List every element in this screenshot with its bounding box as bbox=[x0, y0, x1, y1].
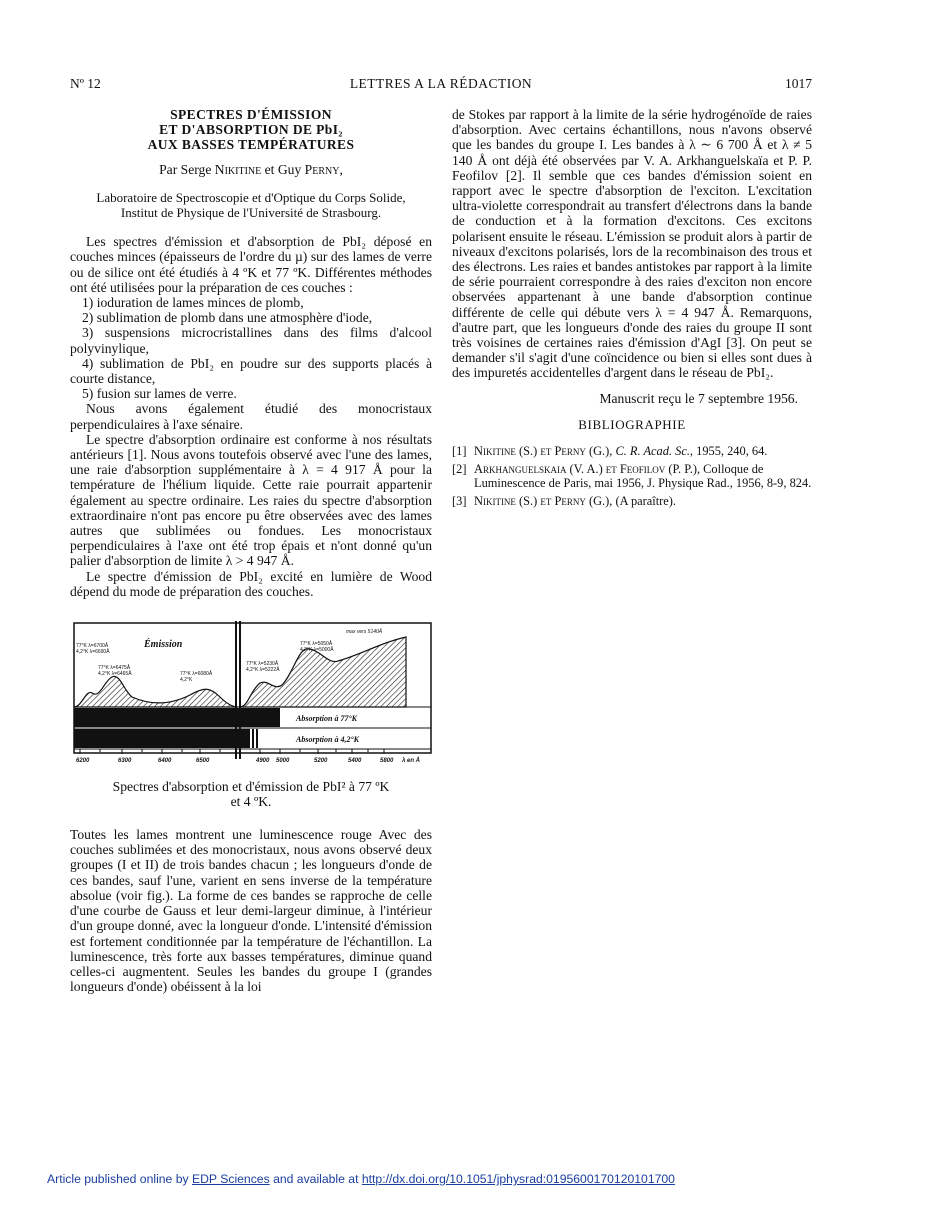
right-column bbox=[452, 107, 812, 511]
axis-tick-label: 5800 bbox=[380, 758, 394, 765]
reference-journal: C. R. Acad. Sc., bbox=[615, 444, 694, 459]
reference-list bbox=[452, 444, 812, 508]
axis-unit-label: λ en Å bbox=[402, 758, 421, 765]
reference-details: 1955, 240, 64. bbox=[696, 444, 768, 459]
reference-number: [2] bbox=[452, 461, 467, 476]
doi-link[interactable]: http://dx.doi.org/10.1051/jphysrad:0195600170120101700 bbox=[361, 1172, 675, 1186]
article-title-line-3: AUX BASSES TEMPÉRATURES bbox=[147, 137, 355, 152]
affiliation bbox=[70, 190, 432, 220]
reference-authors: Arkhanguelskaia (V. A.) et Feofilov (P. P.), bbox=[474, 461, 701, 476]
luminescence-paragraph: Toutes les lames montrent une luminescence rouge Avec des couches sublimées et des monocristaux, nous avons observé deux groupes (I et II) de trois bandes chacun ; les longueurs d'onde de ces bandes, sauf l'une, varient en sens inverse de la température absolue (voir fig.). La forme de ces bandes se rapproche de celle d'une courbe de Gauss et leur demi-largeur diminue, à l'intérieur d'un groupe donné, avec la longueur d'onde. L'intensité d'émission est fortement conditionnée par la température de l'échantillon. La luminescence, très forte aux basses températures, diminue quand celles-ci augmentent. Seules les bandes du groupe I (grandes longueurs d'onde) obéissent à la loi bbox=[70, 827, 432, 995]
peak-label: max vers 5140Å bbox=[346, 629, 383, 636]
reference-item bbox=[452, 462, 812, 491]
peak-label: 77°K λ=6080Å bbox=[180, 671, 213, 678]
authors-line bbox=[70, 162, 432, 177]
authors-prefix: Par Serge bbox=[159, 162, 212, 177]
publisher-link[interactable]: EDP Sciences bbox=[192, 1172, 270, 1186]
peak-label: 4,2°K bbox=[180, 677, 193, 684]
authors-and: et Guy bbox=[264, 162, 302, 177]
axis-tick-label: 6300 bbox=[118, 758, 132, 765]
peak-label: 77°K λ=6700Å bbox=[76, 643, 109, 650]
absorption-4k-line bbox=[252, 729, 254, 748]
bibliography-heading: BIBLIOGRAPHIE bbox=[578, 416, 686, 432]
figure-caption bbox=[70, 779, 432, 809]
left-column bbox=[70, 107, 432, 994]
method-item: 2) sublimation de plomb dans une atmosphère d'iode, bbox=[82, 310, 373, 326]
absorption-4k-label: Absorption à 4,2°K bbox=[296, 735, 359, 745]
axis-tick-label: 5400 bbox=[348, 758, 362, 765]
absorption-paragraph: Le spectre d'absorption ordinaire est conforme à nos résultats antérieurs [1]. Nous avons toutefois observé avec l'une des lames, une raie d'absorption supplémentaire à λ = 4 917 Å pour la température de l'hélium liquide. Cette raie pourrait appartenir également au spectre ordinaire. Les raies du spectre d'absorption extraordinaire n'ont pas encore pu être observées avec des lames autres que sublimées ou fondues. Les monocristaux perpendiculaires à l'axe ont été trop épais et n'ont donné qu'un palier d'absorption de limite λ > 4 947 Å. bbox=[70, 431, 432, 569]
journal-section-title: LETTRES A LA RÉDACTION bbox=[349, 76, 533, 91]
received-date: Manuscrit reçu le 7 septembre 1956. bbox=[599, 390, 798, 406]
peak-label: 4,2°K λ=6465Å bbox=[98, 671, 132, 678]
footer-prefix: Article published online by bbox=[47, 1172, 189, 1186]
absorption-77k-label: Absorption à 77°K bbox=[296, 714, 357, 724]
author-2: Perny, bbox=[304, 162, 343, 177]
reference-number: [3] bbox=[452, 493, 467, 508]
axis-tick-label: 6200 bbox=[76, 758, 90, 765]
axis-tick-label: 6500 bbox=[196, 758, 210, 765]
publication-footer bbox=[47, 1172, 675, 1186]
peak-label: 4,2°K λ=5222Å bbox=[246, 667, 280, 674]
absorption-77k-band bbox=[74, 708, 280, 727]
issue-number: Nº 12 bbox=[70, 76, 101, 91]
emission-curve-low-temp bbox=[74, 677, 238, 708]
footer-middle: and available at bbox=[273, 1172, 359, 1186]
reference-details: (A paraître). bbox=[615, 493, 677, 508]
reference-details: Colloque de Luminescence de Paris, mai 1956, J. Physique Rad., 1956, 8-9, 824. bbox=[474, 461, 812, 491]
absorption-4k-line bbox=[256, 729, 258, 748]
page-header bbox=[70, 76, 812, 96]
intro-paragraph: Les spectres d'émission et d'absorption de PbI₂ déposé en couches minces (épaisseurs de l'ordre du µ) sur des lames de verre ou de silice ont été étudiés à 4 ºK et 77 ºK. Différentes méthodes ont été utilisées pour la préparation de ces couches : bbox=[70, 234, 432, 295]
reference-authors: Nikitine (S.) et Perny (G.), bbox=[474, 493, 613, 508]
peak-label: 77°K λ=5230Å bbox=[246, 661, 279, 668]
method-item: 4) sublimation de PbI₂ en poudre sur des supports placés à courte distance, bbox=[70, 355, 432, 387]
method-item: 3) suspensions microcristallines dans des films d'alcool polyvinylique, bbox=[70, 325, 432, 356]
spectra-figure-drawing bbox=[70, 621, 432, 771]
monocrystals-paragraph: Nous avons également étudié des monocristaux perpendiculaires à l'axe sénaire. bbox=[70, 401, 432, 432]
author-1: Nikitine bbox=[214, 162, 262, 177]
article-title-line-1: SPECTRES D'ÉMISSION bbox=[170, 107, 332, 122]
axis-tick-label: 4900 bbox=[256, 758, 270, 765]
article-title-line-2: ET D'ABSORPTION DE PbI₂ bbox=[159, 122, 343, 137]
absorption-4k-band bbox=[74, 729, 250, 748]
reference-authors: Nikitine (S.) et Perny (G.), bbox=[474, 444, 613, 459]
reference-number: [1] bbox=[452, 444, 467, 459]
figure-caption-line-1: Spectres d'absorption et d'émission de PbI² à 77 ºK bbox=[112, 779, 390, 795]
figure-caption-line-2: et 4 ºK. bbox=[230, 794, 272, 810]
reference-item bbox=[452, 444, 812, 459]
emission-label: Émission bbox=[144, 639, 183, 651]
reference-item bbox=[452, 494, 812, 509]
axis-tick-label: 6400 bbox=[158, 758, 172, 765]
peak-label: 4,2°K λ=6690Å bbox=[76, 649, 110, 656]
peak-label: 77°K λ=5050Å bbox=[300, 641, 333, 648]
emission-paragraph: Le spectre d'émission de PbI₂ excité en lumière de Wood dépend du mode de préparation des couches. bbox=[70, 568, 432, 599]
method-item: 5) fusion sur lames de verre. bbox=[82, 386, 237, 402]
axis-tick-label: 5000 bbox=[276, 758, 290, 765]
affiliation-line-2: Institut de Physique de l'Université de Strasbourg. bbox=[120, 205, 382, 221]
method-item: 1) ioduration de lames minces de plomb, bbox=[82, 295, 304, 311]
page-number: 1017 bbox=[785, 76, 812, 91]
discussion-paragraph: de Stokes par rapport à la limite de la série hydrogénoïde de raies d'absorption. Avec certains échantillons, nous n'avons observé que les bandes du groupe I. Les bandes à λ ∼ 6 700 Å et λ ≠ 5 140 Å ont déjà été observées par V. A. Arkhanguelskaïa et P. P. Feofilov [2]. Il semble que ces bandes d'émission soient en rapport avec le spectre d'absorption de l'exciton. L'excitation ultra-violette correspondrait au transfert d'électrons dans la bande de conduction et à la formation d'excitons. Ces excitons polarisent ensuite le réseau. L'émission se produit alors à partir de niveaux d'excitons polarisés, lors de la recombinaison des trous et des électrons. Les raies et bandes antistokes par rapport à la limite de série pourraient correspondre à des raies d'exciton non encore observées appartenant à une bande d'absorption continue différente de celle qui débute vers λ = 4 947 Å. Remarquons, d'autre part, que les longueurs d'onde des raies du groupe II sont très voisines de certaines raies d'émission d'AgI [3]. On peut se demander s'il s'agit d'une coïncidence ou bien si elles sont dues à des impuretés accidentelles d'argent dans le réseau de PbI₂. bbox=[452, 107, 812, 381]
axis-tick-label: 5200 bbox=[314, 758, 328, 765]
spectra-figure bbox=[70, 621, 432, 771]
peak-label: 4,2°K λ=5000Å bbox=[300, 647, 334, 654]
peak-label: 77°K λ=6475Å bbox=[98, 665, 131, 672]
affiliation-line-1: Laboratoire de Spectroscopie et d'Optique du Corps Solide, bbox=[96, 190, 406, 206]
methods-list bbox=[70, 295, 432, 401]
